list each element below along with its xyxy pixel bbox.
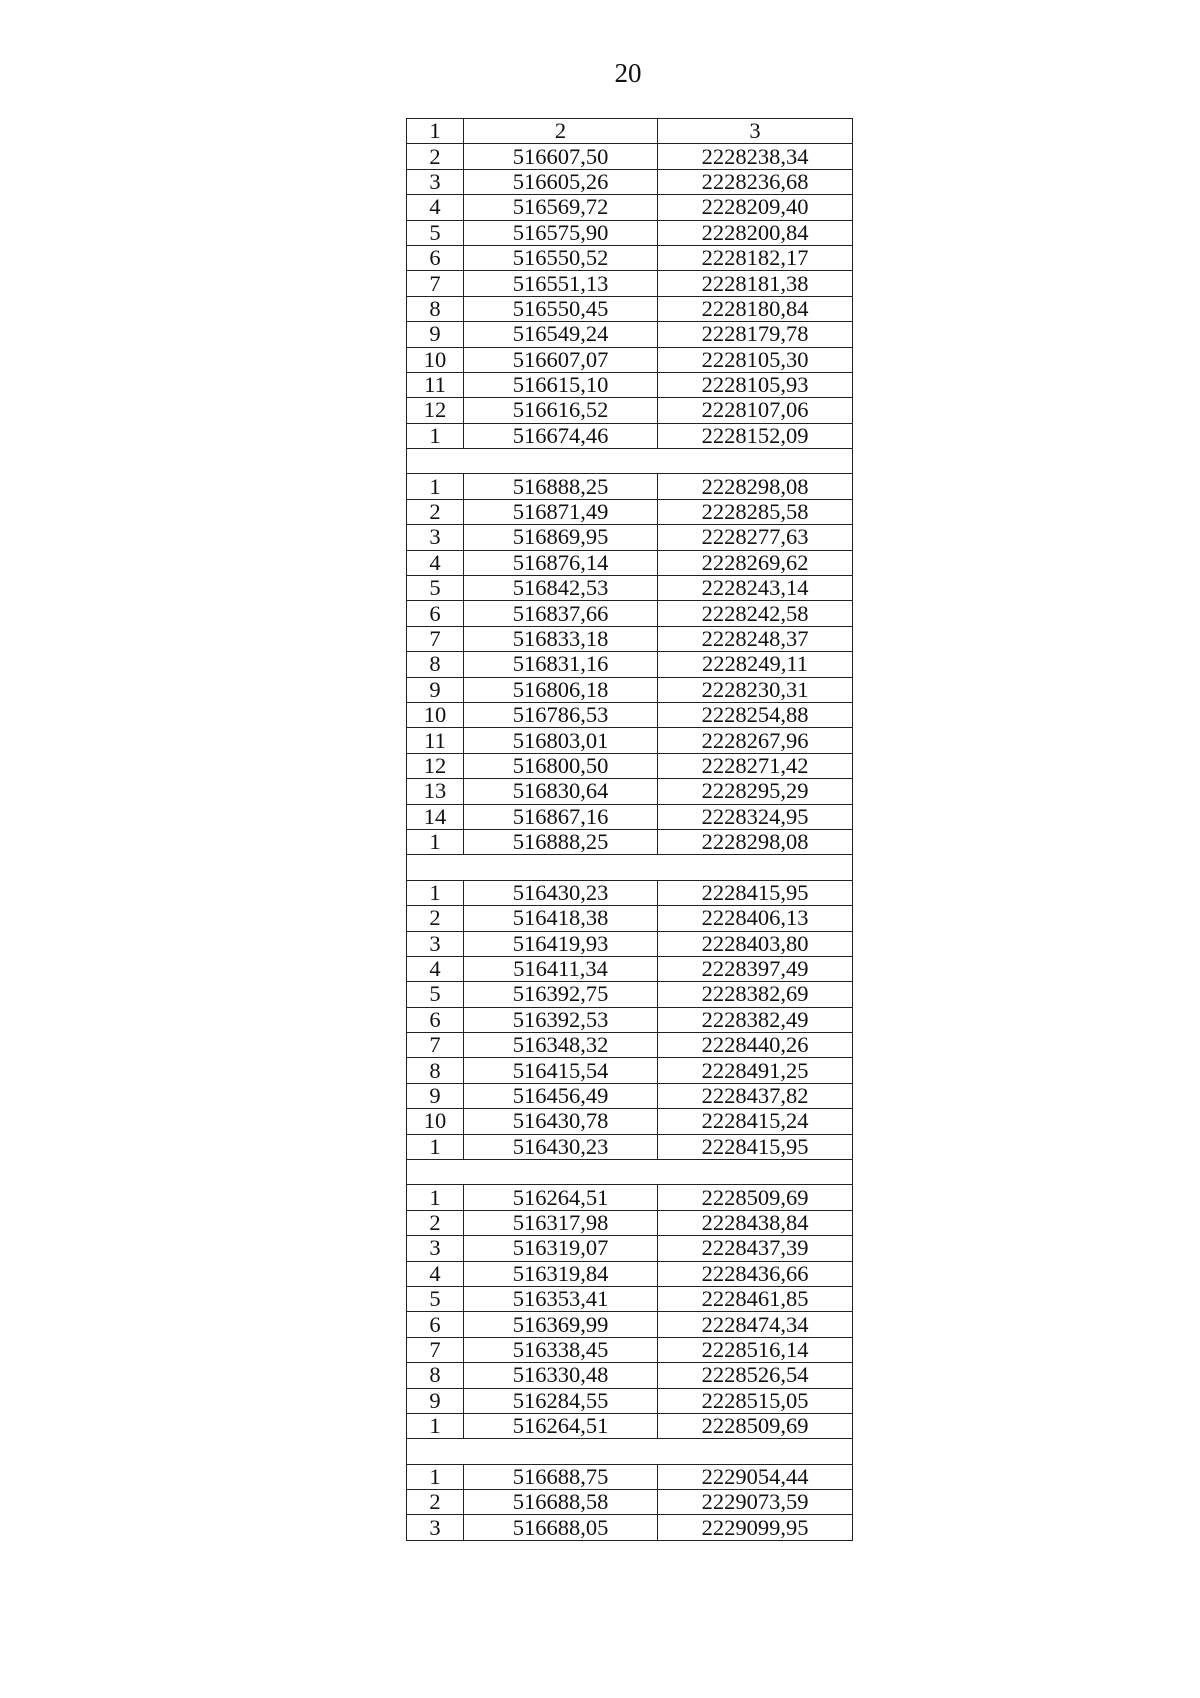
y-coordinate-cell: 2228105,30 [658,347,853,372]
x-coordinate-cell: 516688,05 [464,1515,658,1540]
point-number-cell: 4 [407,550,464,575]
point-number-cell: 7 [407,1033,464,1058]
x-coordinate-cell: 516842,53 [464,576,658,601]
table-row [407,525,853,550]
x-coordinate-cell: 516264,51 [464,1413,658,1438]
point-number-cell: 1 [407,829,464,854]
x-coordinate-cell: 516876,14 [464,550,658,575]
y-coordinate-cell: 2228437,39 [658,1236,853,1261]
table-row [407,1464,853,1489]
table-row [407,626,853,651]
x-coordinate-cell: 516674,46 [464,423,658,448]
table-row [407,1413,853,1438]
point-number-cell: 5 [407,1286,464,1311]
table-row [407,169,853,194]
point-number-cell: 1 [407,1185,464,1210]
table-row [407,956,853,981]
x-coordinate-cell: 516550,45 [464,296,658,321]
x-coordinate-cell: 516317,98 [464,1210,658,1235]
point-number-cell: 4 [407,956,464,981]
table-row [407,652,853,677]
page-number: 20 [614,58,642,88]
table-row [407,601,853,626]
y-coordinate-cell: 2228515,05 [658,1388,853,1413]
y-coordinate-cell: 2228382,69 [658,982,853,1007]
y-coordinate-cell: 2228269,62 [658,550,853,575]
coordinates-table [406,118,853,1541]
x-coordinate-cell: 516800,50 [464,753,658,778]
x-coordinate-cell: 516806,18 [464,677,658,702]
point-number-cell: 3 [407,1236,464,1261]
x-coordinate-cell: 516338,45 [464,1337,658,1362]
header-cell-point: 1 [407,119,464,144]
point-number-cell: 8 [407,1058,464,1083]
x-coordinate-cell: 516888,25 [464,474,658,499]
group-separator-row [407,1439,853,1464]
y-coordinate-cell: 2228298,08 [658,829,853,854]
x-coordinate-cell: 516867,16 [464,804,658,829]
table-row [407,1058,853,1083]
point-number-cell: 9 [407,1083,464,1108]
y-coordinate-cell: 2228440,26 [658,1033,853,1058]
y-coordinate-cell: 2228491,25 [658,1058,853,1083]
x-coordinate-cell: 516456,49 [464,1083,658,1108]
point-number-cell: 2 [407,144,464,169]
y-coordinate-cell: 2228285,58 [658,499,853,524]
point-number-cell: 2 [407,906,464,931]
table-row [407,499,853,524]
point-number-cell: 12 [407,398,464,423]
table-row [407,677,853,702]
point-number-cell: 6 [407,1312,464,1337]
table-header-row [407,119,853,144]
x-coordinate-cell: 516264,51 [464,1185,658,1210]
y-coordinate-cell: 2229073,59 [658,1490,853,1515]
point-number-cell: 9 [407,1388,464,1413]
group-separator-row [407,449,853,474]
table-row [407,982,853,1007]
x-coordinate-cell: 516353,41 [464,1286,658,1311]
table-row [407,779,853,804]
point-number-cell: 7 [407,626,464,651]
x-coordinate-cell: 516837,66 [464,601,658,626]
table-row [407,1363,853,1388]
x-coordinate-cell: 516831,16 [464,652,658,677]
x-coordinate-cell: 516869,95 [464,525,658,550]
y-coordinate-cell: 2228105,93 [658,372,853,397]
y-coordinate-cell: 2228243,14 [658,576,853,601]
y-coordinate-cell: 2228526,54 [658,1363,853,1388]
table-row [407,1388,853,1413]
point-number-cell: 8 [407,652,464,677]
point-number-cell: 6 [407,601,464,626]
x-coordinate-cell: 516688,75 [464,1464,658,1489]
y-coordinate-cell: 2228415,95 [658,880,853,905]
point-number-cell: 8 [407,296,464,321]
x-coordinate-cell: 516415,54 [464,1058,658,1083]
y-coordinate-cell: 2228181,38 [658,271,853,296]
point-number-cell: 2 [407,1490,464,1515]
x-coordinate-cell: 516871,49 [464,499,658,524]
table-row [407,271,853,296]
table-row [407,576,853,601]
y-coordinate-cell: 2228249,11 [658,652,853,677]
y-coordinate-cell: 2228516,14 [658,1337,853,1362]
x-coordinate-cell: 516411,34 [464,956,658,981]
table-row [407,398,853,423]
table-row [407,474,853,499]
x-coordinate-cell: 516605,26 [464,169,658,194]
table-row [407,1109,853,1134]
table-row [407,1210,853,1235]
table-row [407,550,853,575]
table-row [407,829,853,854]
point-number-cell: 1 [407,1413,464,1438]
table-row [407,753,853,778]
point-number-cell: 6 [407,245,464,270]
point-number-cell: 10 [407,347,464,372]
x-coordinate-cell: 516688,58 [464,1490,658,1515]
point-number-cell: 10 [407,1109,464,1134]
y-coordinate-cell: 2228152,09 [658,423,853,448]
x-coordinate-cell: 516615,10 [464,372,658,397]
x-coordinate-cell: 516430,78 [464,1109,658,1134]
x-coordinate-cell: 516833,18 [464,626,658,651]
y-coordinate-cell: 2228382,49 [658,1007,853,1032]
group-separator-row [407,855,853,880]
point-number-cell: 3 [407,169,464,194]
y-coordinate-cell: 2228436,66 [658,1261,853,1286]
table-row [407,296,853,321]
table-row [407,1515,853,1540]
y-coordinate-cell: 2228403,80 [658,931,853,956]
point-number-cell: 2 [407,1210,464,1235]
point-number-cell: 1 [407,423,464,448]
point-number-cell: 1 [407,1134,464,1159]
table-row [407,1236,853,1261]
point-number-cell: 12 [407,753,464,778]
point-number-cell: 5 [407,982,464,1007]
x-coordinate-cell: 516551,13 [464,271,658,296]
y-coordinate-cell: 2228295,29 [658,779,853,804]
point-number-cell: 4 [407,1261,464,1286]
y-coordinate-cell: 2228298,08 [658,474,853,499]
group-separator-cell [407,1160,853,1185]
table-row [407,1083,853,1108]
y-coordinate-cell: 2228230,31 [658,677,853,702]
table-row [407,1007,853,1032]
y-coordinate-cell: 2228397,49 [658,956,853,981]
y-coordinate-cell: 2229054,44 [658,1464,853,1489]
table-row [407,220,853,245]
x-coordinate-cell: 516616,52 [464,398,658,423]
table-row [407,1312,853,1337]
table-row [407,804,853,829]
point-number-cell: 3 [407,931,464,956]
x-coordinate-cell: 516392,53 [464,1007,658,1032]
x-coordinate-cell: 516803,01 [464,728,658,753]
header-cell-y: 3 [658,119,853,144]
y-coordinate-cell: 2228474,34 [658,1312,853,1337]
table-row [407,1286,853,1311]
point-number-cell: 7 [407,271,464,296]
y-coordinate-cell: 2228180,84 [658,296,853,321]
y-coordinate-cell: 2228438,84 [658,1210,853,1235]
y-coordinate-cell: 2228238,34 [658,144,853,169]
group-separator-cell [407,1439,853,1464]
group-separator-row [407,1160,853,1185]
point-number-cell: 2 [407,499,464,524]
table-row [407,931,853,956]
point-number-cell: 11 [407,372,464,397]
y-coordinate-cell: 2228209,40 [658,195,853,220]
table-row [407,1490,853,1515]
table-row [407,1185,853,1210]
x-coordinate-cell: 516348,32 [464,1033,658,1058]
point-number-cell: 8 [407,1363,464,1388]
x-coordinate-cell: 516830,64 [464,779,658,804]
y-coordinate-cell: 2228271,42 [658,753,853,778]
y-coordinate-cell: 2228406,13 [658,906,853,931]
y-coordinate-cell: 2228179,78 [658,322,853,347]
y-coordinate-cell: 2229099,95 [658,1515,853,1540]
point-number-cell: 7 [407,1337,464,1362]
x-coordinate-cell: 516607,07 [464,347,658,372]
x-coordinate-cell: 516369,99 [464,1312,658,1337]
x-coordinate-cell: 516786,53 [464,702,658,727]
y-coordinate-cell: 2228254,88 [658,702,853,727]
point-number-cell: 9 [407,677,464,702]
table-row [407,144,853,169]
x-coordinate-cell: 516319,07 [464,1236,658,1261]
point-number-cell: 10 [407,702,464,727]
x-coordinate-cell: 516419,93 [464,931,658,956]
point-number-cell: 1 [407,880,464,905]
point-number-cell: 6 [407,1007,464,1032]
point-number-cell: 1 [407,1464,464,1489]
table-row [407,322,853,347]
table-row [407,1134,853,1159]
y-coordinate-cell: 2228182,17 [658,245,853,270]
point-number-cell: 5 [407,220,464,245]
y-coordinate-cell: 2228248,37 [658,626,853,651]
group-separator-cell [407,449,853,474]
y-coordinate-cell: 2228509,69 [658,1413,853,1438]
table-body [407,144,853,1540]
y-coordinate-cell: 2228267,96 [658,728,853,753]
y-coordinate-cell: 2228107,06 [658,398,853,423]
point-number-cell: 3 [407,1515,464,1540]
x-coordinate-cell: 516418,38 [464,906,658,931]
table-row [407,702,853,727]
y-coordinate-cell: 2228415,24 [658,1109,853,1134]
table-row [407,880,853,905]
point-number-cell: 11 [407,728,464,753]
table-row [407,347,853,372]
x-coordinate-cell: 516888,25 [464,829,658,854]
x-coordinate-cell: 516550,52 [464,245,658,270]
point-number-cell: 1 [407,474,464,499]
y-coordinate-cell: 2228242,58 [658,601,853,626]
point-number-cell: 14 [407,804,464,829]
y-coordinate-cell: 2228324,95 [658,804,853,829]
y-coordinate-cell: 2228277,63 [658,525,853,550]
x-coordinate-cell: 516392,75 [464,982,658,1007]
table-row [407,728,853,753]
point-number-cell: 13 [407,779,464,804]
header-cell-x: 2 [464,119,658,144]
point-number-cell: 4 [407,195,464,220]
x-coordinate-cell: 516575,90 [464,220,658,245]
table-row [407,195,853,220]
table-row [407,372,853,397]
x-coordinate-cell: 516569,72 [464,195,658,220]
y-coordinate-cell: 2228415,95 [658,1134,853,1159]
table-row [407,1261,853,1286]
x-coordinate-cell: 516430,23 [464,880,658,905]
x-coordinate-cell: 516284,55 [464,1388,658,1413]
y-coordinate-cell: 2228509,69 [658,1185,853,1210]
y-coordinate-cell: 2228461,85 [658,1286,853,1311]
x-coordinate-cell: 516430,23 [464,1134,658,1159]
table-row [407,1337,853,1362]
y-coordinate-cell: 2228200,84 [658,220,853,245]
point-number-cell: 5 [407,576,464,601]
point-number-cell: 3 [407,525,464,550]
x-coordinate-cell: 516549,24 [464,322,658,347]
group-separator-cell [407,855,853,880]
point-number-cell: 9 [407,322,464,347]
y-coordinate-cell: 2228437,82 [658,1083,853,1108]
x-coordinate-cell: 516319,84 [464,1261,658,1286]
x-coordinate-cell: 516607,50 [464,144,658,169]
x-coordinate-cell: 516330,48 [464,1363,658,1388]
table-row [407,245,853,270]
table-row [407,423,853,448]
table-row [407,1033,853,1058]
table-row [407,906,853,931]
y-coordinate-cell: 2228236,68 [658,169,853,194]
